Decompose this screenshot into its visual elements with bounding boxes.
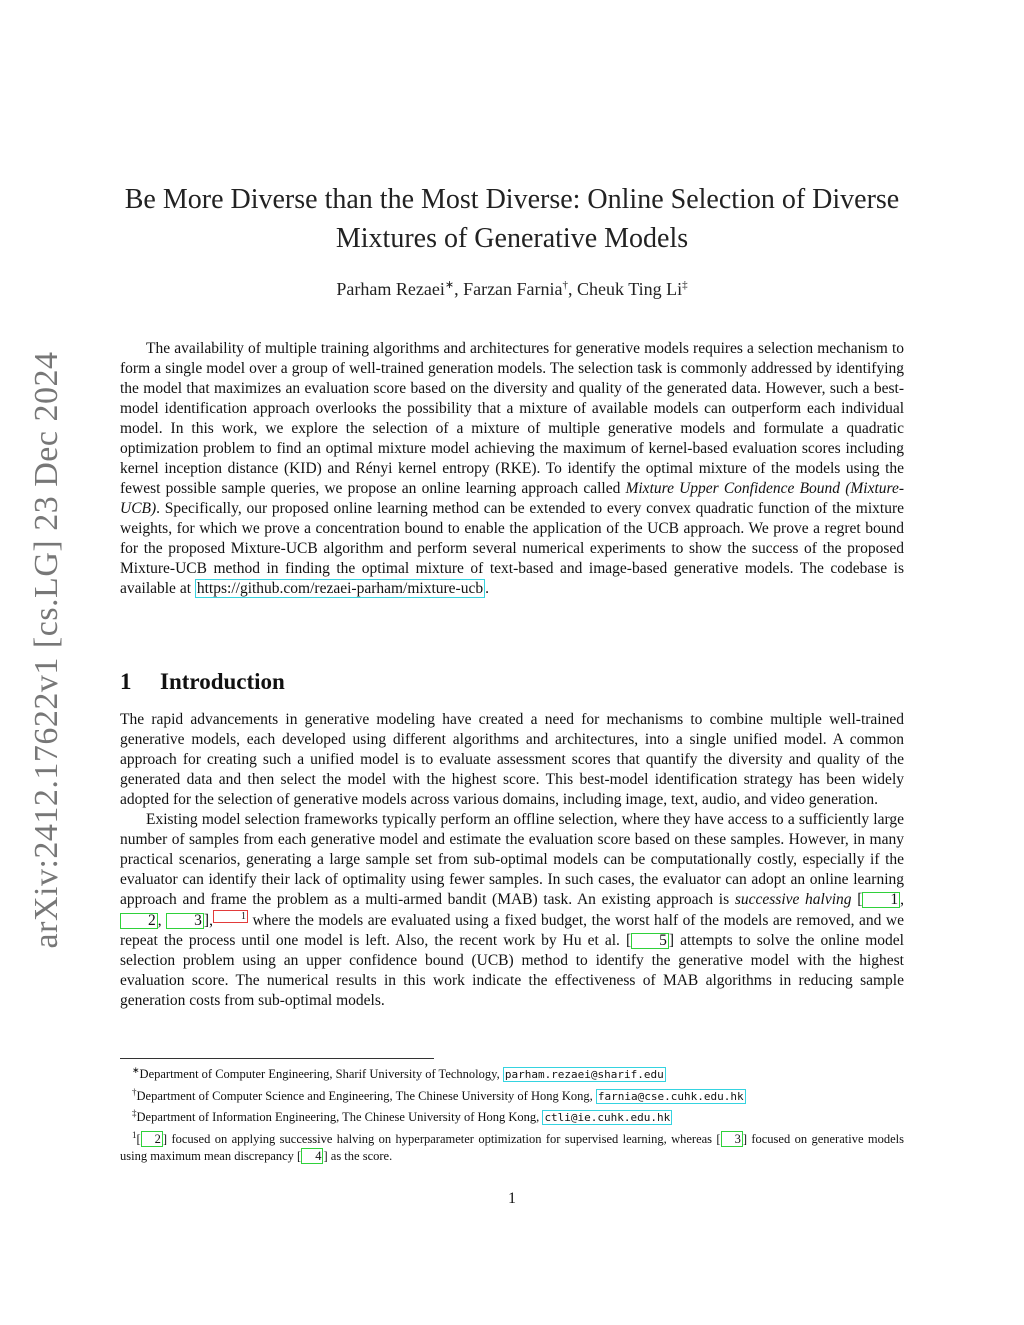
footnote-item [120,1084,904,1106]
intro-text: attempts to solve the online model selection problem using an upper confidence bound (UCB) method to identify the generative model with the highest evaluation score. The numerical results in this work indicate the effectiveness of MAB algorithms in reducing sample generation costs from sub-optimal models. [120,932,904,1010]
footnote-text: as the score. [327,1148,393,1163]
email-link[interactable]: parham.rezaei@sharif.edu [504,1068,664,1082]
citation-link[interactable]: 3 [166,913,204,929]
footnote-mark: ‡ [132,1108,137,1119]
author-mark: † [562,279,569,291]
footnote-mark: 1 [132,1129,137,1140]
intro-paragraph: Existing model selection frameworks typically perform an offline selection, where they have access to a sufficiently large number of samples from each generative model and estimate the evaluation score based on these samples. However, in many practical scenarios, generating a large sample set from sub-optimal models can be computationally costly, especially if the evaluator can identify their lack of optimality using fewer samples. In such cases, the evaluator can adopt an online learning approach and frame the problem as a multi-armed bandit (MAB) task. An existing approach is successive halving [ 1 , 2 , 3 ], 1 where the models are evaluated using a fixed budget, the worst half of the models are removed, and we repeat the process until one model is left. Also, the recent work by Hu et al. [ 5 ] attempts to solve the online model selection problem using an upper confidence bound (UCB) method to identify the generative model with the highest evaluation score. The numerical results in this work indicate the effectiveness of MAB algorithms in reducing sample generation costs from sub-optimal models. [120,811,904,1010]
citation-link[interactable]: 2 [141,1131,163,1147]
abstract-end: . [485,580,489,597]
author-mark: ∗ [444,279,455,291]
codebase-link[interactable]: https://github.com/rezaei-parham/mixture-ucb [196,580,484,597]
citation-link[interactable]: 1 [862,892,900,908]
section-number: 1 [120,669,132,694]
author-list: Parham Rezaei∗, Farzan Farnia†, Cheuk Ting Li‡ [336,279,688,299]
footnote-item: $^1$[ 2 ] focused on applying successive halving on hyperparameter optimization for supervised learning, whereas [ 3 ] focused on generative models using maximum mean discrepancy [ 4 ] as the score. [120,1129,904,1163]
section-title: Introduction [160,669,285,694]
paper-title: Be More Diverse than the Most Diverse: Online Selection of Diverse Mixtures of Generative Models [124,184,900,254]
author-name: Parham Rezaei [336,279,445,299]
intro-text: Existing model selection frameworks typically perform an offline selection, where they have access to a sufficiently large number of samples from each generative model and estimate the evaluation score based on these samples. However, in many practical scenarios, generating a large sample set from sub-optimal models can be computationally costly, especially if the evaluator can identify their lack of optimality using fewer samples. In such cases, the evaluator can adopt an online learning approach and frame the problem as a multi-armed bandit (MAB) task. An existing approach is [120,811,904,908]
footnotes [120,1062,904,1164]
abstract-method-name: Mixture Upper Confidence Bound (Mixture-UCB) [120,480,905,517]
section-heading [120,668,285,696]
abstract [120,339,904,599]
abstract-text: . Specifically, our proposed online learning method can be extended to every convex quadratic function of the mixture weights, for which we prove a concentration bound to enable the application of the UCB approach. We prove a regret bound for the proposed Mixture-UCB algorithm and perform several numerical experiments to show the success of the proposed Mixture-UCB method in finding the optimal mixture of text-based and image-based generative models. The codebase is available at [120,500,904,597]
intro-text: where the models are evaluated using a fixed budget, the worst half of the models are removed, and we repeat the process until one model is left. Also, the recent work by Hu et al. [120,912,904,950]
footnote-ref-link[interactable]: 1 [213,910,248,923]
intro-body [120,710,904,1011]
intro-emphasis: successive halving [734,891,852,908]
citation-link[interactable]: 4 [301,1148,323,1164]
citation-link[interactable]: 2 [120,913,158,929]
email-link[interactable]: ctli@ie.cuhk.edu.hk [544,1111,671,1125]
page-number: 1 [508,1190,516,1207]
footnote-text: focused on applying successive halving on hyperparameter optimization for supervised learning, whereas [167,1132,717,1147]
footnote-text: Department of Computer Science and Engineering, The Chinese University of Hong Kong, [136,1088,596,1103]
footnote-text: Department of Information Engineering, The Chinese University of Hong Kong, [136,1110,543,1125]
footnote-item [120,1105,904,1127]
abstract-text: The availability of multiple training algorithms and architectures for generative models requires a selection mechanism to form a single model over a group of well-trained generation models. The selection task is commonly addressed by identifying the model that maximizes an evaluation score based on the diversity and quality of the generated data. However, such a best-model identification approach overlooks the possibility that a mixture of available models can outperform each individual model. In this work, we explore the selection of a mixture of multiple generative models and formulate a quadratic optimization problem to find an optimal mixture model achieving the maximum of kernel-based evaluation scores including kernel inception distance (KID) and Rényi kernel entropy (RKE). To identify the optimal mixture of the models using the fewest possible sample queries, we propose an online learning approach called [120,340,904,497]
email-link[interactable]: farnia@cse.cuhk.edu.hk [597,1089,744,1103]
author-mark: ‡ [682,279,688,291]
footnote-divider [120,1058,434,1059]
arxiv-stamp: arXiv:2412.17622v1 [cs.LG] 23 Dec 2024 [28,351,65,949]
author-name: Farzan Farnia [463,279,563,299]
intro-paragraph: The rapid advancements in generative modeling have created a need for mechanisms to combine multiple well-trained generative models, each developed using different algorithms and architectures, into a single unified model. A common approach for creating such a unified model is to evaluate assessment scores that quantify the diversity and quality of the generated data and then select the model with the highest score. This best-model identification strategy has been widely adopted for the selection of generative models across various domains, including image, text, audio, and video generation. [120,711,904,808]
citation-link[interactable]: 3 [721,1131,743,1147]
citation-link[interactable]: 5 [631,933,669,949]
author-name: Cheuk Ting Li [577,279,683,299]
footnote-text: focused on generative models using maximum mean discrepancy [120,1132,904,1163]
footnote-text: Department of Computer Engineering, Sharif University of Technology, [139,1067,503,1082]
footnote-item [120,1062,904,1084]
footnote-mark: † [132,1086,137,1097]
footnote-mark: ∗ [132,1065,140,1075]
